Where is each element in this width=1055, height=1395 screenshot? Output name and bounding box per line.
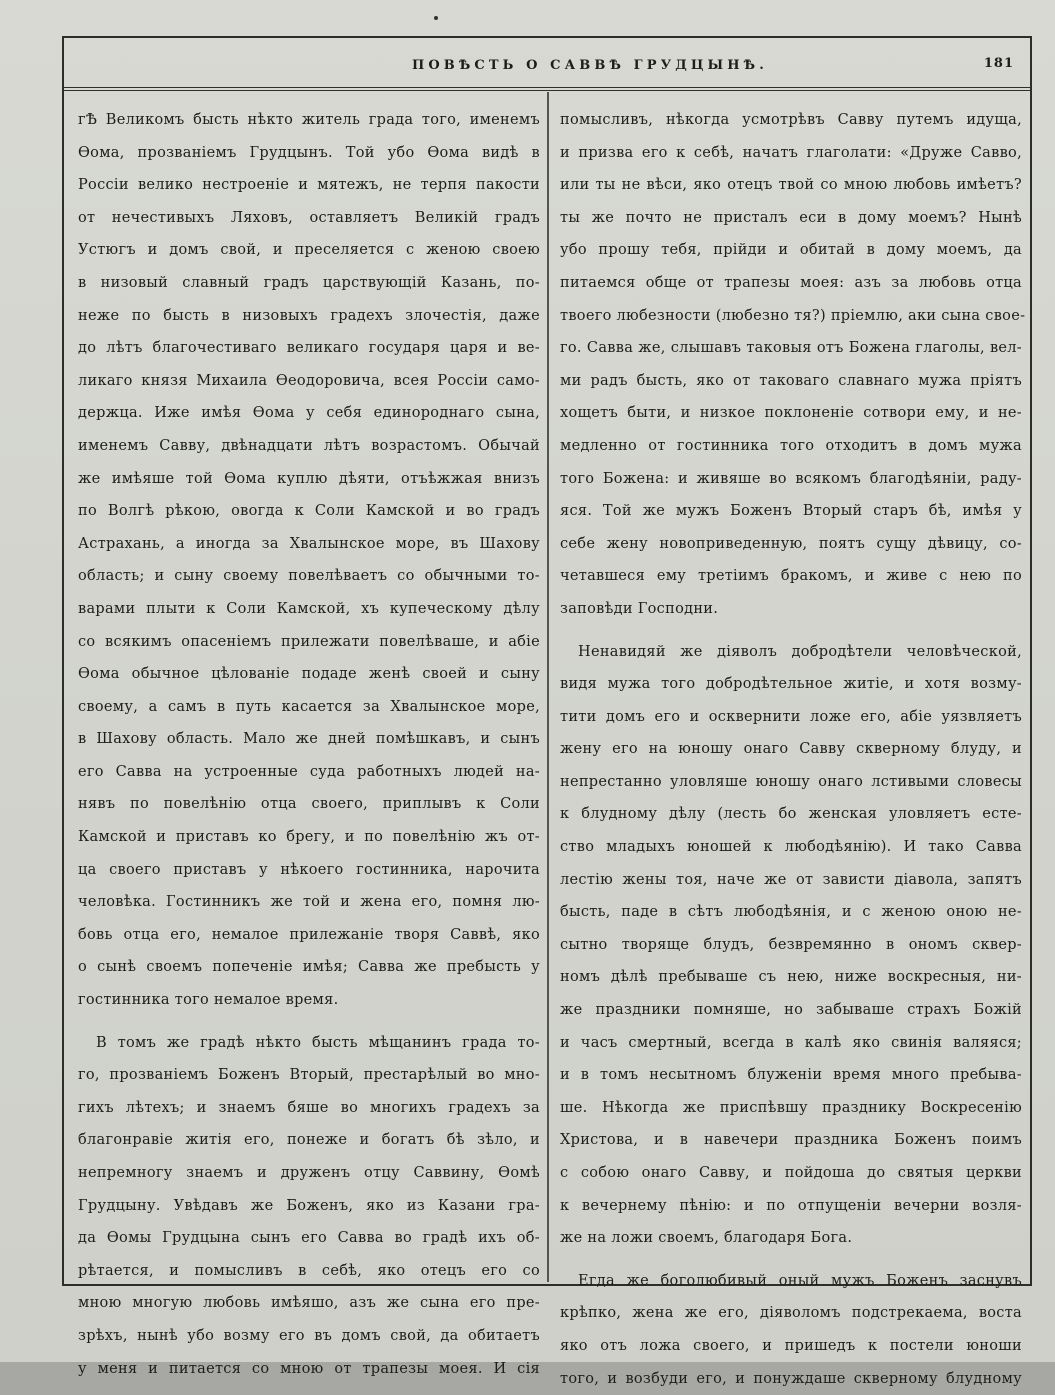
page-number: 181	[983, 56, 1014, 71]
text-line: помысливъ, нѣкогда усмотрѣвъ Савву путемъ идуща,	[560, 112, 1022, 128]
page-top-mark	[434, 16, 438, 20]
paragraph-gap	[78, 1017, 540, 1027]
text-line: Ѳома обычное цѣлованіе подаде женѣ своей и сыну	[78, 666, 540, 683]
text-line: или ты не вѣси, яко отецъ твой со мною любовь имѣетъ?	[560, 177, 1022, 194]
text-line: благонравіе житія его, понеже и богатъ бѣ зѣло, и	[78, 1132, 540, 1149]
text-line: себе жену новоприведенную, поятъ сущу дѣвицу, со-	[560, 535, 1022, 552]
text-line: в Шахову область. Мало же дней помѣшкавъ, и сынъ	[78, 731, 540, 748]
text-line: и часъ смертный, всегда в калѣ яко свинія валяяся;	[560, 1034, 1022, 1051]
text-line: же праздники помняше, но забываше страхъ Божій	[560, 1002, 1022, 1019]
text-line: область; и сыну своему повелѣваетъ со обычными то-	[78, 568, 540, 585]
paragraph-gap	[560, 626, 1022, 636]
text-line: его Савва на устроенные суда работныхъ людей на-	[78, 763, 540, 780]
text-line: бовь отца его, немалое прилежаніе творя Саввѣ, яко	[78, 926, 540, 943]
text-line: Астрахань, а иногда за Хвалынское море, въ Шахову	[78, 535, 540, 552]
text-line: лестію жены тоя, наче же от зависти діавола, запятъ	[560, 871, 1022, 888]
text-line: яся. Той же мужъ Боженъ Вторый старъ бѣ, имѣя у	[560, 503, 1022, 520]
text-line: своему, а самъ в путь касается за Хвалынское море,	[78, 698, 540, 715]
text-line: к вечернему пѣнію: и по отпущеніи вечерни возля-	[560, 1197, 1022, 1214]
text-line: видя мужа того добродѣтельное житіе, и хотя возму-	[560, 676, 1022, 693]
text-line: Христова, и в навечери праздника Боженъ поимъ	[560, 1132, 1022, 1149]
text-line: сытно творяще блудъ, безвремянно в ономъ сквер-	[560, 936, 1022, 953]
text-line: от нечестивыхъ Ляховъ, оставляетъ Великій градъ	[78, 209, 540, 226]
right-column	[560, 104, 1026, 1395]
text-line: хощетъ быти, и низкое поклоненіе сотвори ему, и не-	[560, 405, 1022, 422]
text-line: гѢ Великомъ бысть нѣкто житель града того, именемъ	[78, 112, 540, 128]
text-line: держца. Иже имѣя Ѳома у себя единороднаго сына,	[78, 405, 540, 422]
running-title: ПОВѢСТЬ О САВВѢ ГРУДЦЫНѢ.	[412, 58, 768, 73]
text-line: Устюгъ и домъ свой, и преселяется с женою своею	[78, 242, 540, 259]
text-line: го, прозваніемъ Боженъ Вторый, престарѣлый во мно-	[78, 1067, 540, 1084]
text-line: и призва его к себѣ, начатъ глаголати: «Друже Савво,	[560, 144, 1022, 161]
text-line: Егда же боголюбивый оный мужъ Боженъ заснувъ	[578, 1272, 1022, 1289]
text-line: жену его на юношу онаго Савву скверному блуду, и	[560, 741, 1022, 758]
text-line: ты же почто не присталъ еси в дому моемъ? Нынѣ	[560, 209, 1022, 226]
text-line: того, и возбуди его, и понуждаше скверному блудному	[560, 1370, 1022, 1387]
text-line: крѣпко, жена же его, діяволомъ подстрекаема, воста	[560, 1305, 1022, 1322]
text-line: медленно от гостинника того отходитъ в домъ мужа	[560, 437, 1022, 454]
text-line: ми радъ бысть, яко от таковаго славнаго мужа пріятъ	[560, 372, 1022, 389]
text-line: ликаго князя Михаила Ѳеодоровича, всея Россіи само-	[78, 372, 540, 389]
text-line: того Божена: и живяше во всякомъ благодѣяніи, раду-	[560, 470, 1022, 487]
text-line: Камской и приставъ ко брегу, и по повелѣнію жъ от-	[78, 829, 540, 846]
text-line: к блудному дѣлу (лесть бо женская уловляетъ есте-	[560, 806, 1022, 823]
text-line: со всякимъ опасеніемъ прилежати повелѣваше, и абіе	[78, 633, 540, 650]
column-divider	[547, 92, 549, 1282]
text-line: варами плыти к Соли Камской, хъ купеческому дѣлу	[78, 600, 540, 617]
text-line: тити домъ его и осквернити ложе его, абіе уязвляетъ	[560, 708, 1022, 725]
text-line: бысть, паде в сѣтъ любодѣянія, и с женою оною не-	[560, 904, 1022, 921]
text-line: Россіи велико нестроеніе и мятежъ, не терпя пакости	[78, 177, 540, 194]
text-line: по Волгѣ рѣкою, овогда к Соли Камской и во градъ	[78, 503, 540, 520]
text-line: убо прошу тебя, прійди и обитай в дому моемъ, да	[560, 242, 1022, 259]
text-line: твоего любезности (любезно тя?) пріемлю, аки сына свое-	[560, 307, 1026, 324]
running-header	[62, 48, 1032, 88]
text-line: рѣтается, и помысливъ в себѣ, яко отецъ его со	[78, 1262, 540, 1279]
text-line: питаемся обще от трапезы моея: азъ за любовь отца	[560, 274, 1022, 291]
text-line: номъ дѣлѣ пребываше съ нею, ниже воскресныя, ни-	[560, 969, 1022, 986]
text-line: Грудцыну. Увѣдавъ же Боженъ, яко из Казани гра-	[78, 1197, 540, 1214]
text-line: о сынѣ своемъ попеченіе имѣя; Савва же пребысть у	[78, 959, 540, 976]
text-line: мною многую любовь имѣяшо, азъ же сына его пре-	[78, 1295, 540, 1312]
text-line: заповѣди Господни.	[560, 600, 719, 617]
text-line: го. Савва же, слышавъ таковыя отъ Божена глаголы, вел-	[560, 340, 1022, 357]
text-line: неже по бысть в низовыхъ градехъ злочестія, даже	[78, 307, 540, 324]
text-line: и в томъ несытномъ блуженіи время много пребыва-	[560, 1067, 1022, 1084]
text-line: яко отъ ложа своего, и пришедъ к постели юноши	[560, 1337, 1022, 1354]
header-rule	[64, 87, 1030, 91]
text-line: гостинника того немалое время.	[78, 992, 339, 1009]
text-line: ство младыхъ юношей к любодѣянію). И тако Савва	[560, 839, 1022, 856]
text-line: в низовый славный градъ царствующій Казань, по-	[78, 274, 540, 291]
text-line: же имѣяше той Ѳома куплю дѣяти, отъѣжжая внизъ	[78, 470, 540, 487]
text-line: ше. Нѣкогда же приспѣвшу празднику Воскресенію	[560, 1099, 1022, 1116]
text-line: да Ѳомы Грудцына сынъ его Савва во градѣ ихъ об-	[78, 1230, 540, 1247]
text-line: с собою онаго Савву, и пойдоша до святыя церкви	[560, 1165, 1022, 1181]
text-line: четавшеся ему третіимъ бракомъ, и живе с нею по	[560, 568, 1022, 585]
paragraph-gap	[560, 1255, 1022, 1265]
text-line: нявъ по повелѣнію отца своего, приплывъ к Соли	[78, 796, 540, 813]
text-line: зрѣхъ, нынѣ убо возму его въ домъ свой, да обитаетъ	[78, 1327, 540, 1344]
text-line: человѣка. Гостинникъ же той и жена его, помня лю-	[78, 894, 540, 911]
text-line: у меня и питается со мною от трапезы моея. И сія	[78, 1360, 540, 1377]
text-line: непремногу знаемъ и друженъ отцу Саввину, Ѳомѣ	[78, 1165, 540, 1181]
text-line: В томъ же градѣ нѣкто бысть мѣщанинъ града то-	[96, 1034, 540, 1051]
text-line: же на ложи своемъ, благодаря Бога.	[560, 1230, 853, 1247]
text-line: ца своего приставъ у нѣкоего гостинника, нарочита	[78, 861, 540, 878]
text-line: Ѳома, прозваніемъ Грудцынъ. Той убо Ѳома видѣ в	[78, 144, 540, 161]
text-line: Ненавидяй же діяволъ добродѣтели человѣческой,	[578, 643, 1022, 660]
text-line: до лѣтъ благочестиваго великаго государя царя и ве-	[78, 340, 540, 357]
left-column	[78, 104, 540, 1385]
text-line: именемъ Савву, двѣнадцати лѣтъ возрастомъ. Обычай	[78, 437, 540, 454]
text-line: непрестанно уловляше юношу онаго лстивыми словесы	[560, 773, 1022, 790]
text-line: гихъ лѣтехъ; и знаемъ бяше во многихъ градехъ за	[78, 1099, 540, 1116]
